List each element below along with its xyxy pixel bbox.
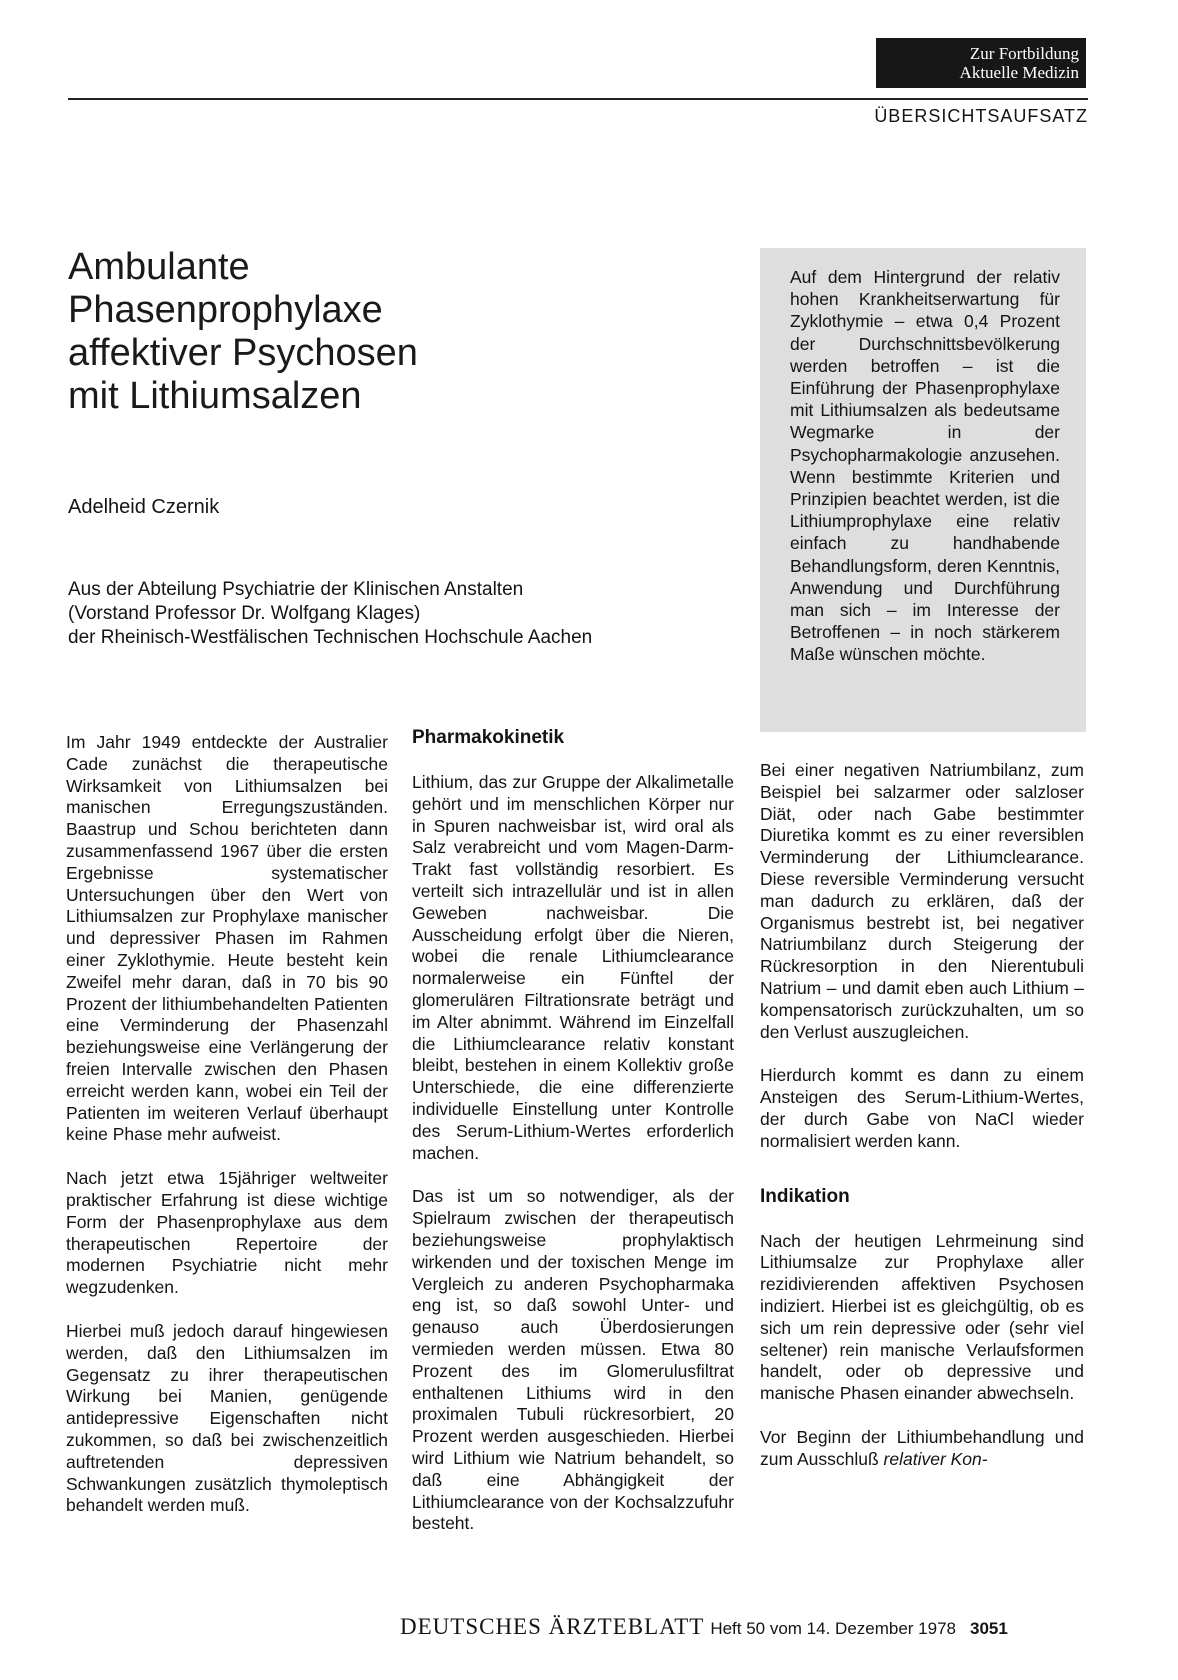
abstract-box bbox=[760, 248, 1086, 732]
column-1 bbox=[66, 732, 388, 1539]
affiliation-line: der Rheinisch-Westfälischen Technischen Hochschule Aachen bbox=[68, 627, 593, 648]
paragraph-continued bbox=[760, 1427, 1084, 1471]
paragraph: Im Jahr 1949 entdeckte der Australier Cade zunächst die therapeutische Wirksamkeit von Lithiumsalzen bei manischen Erregungszuständen. Baastrup und Schou berichteten dann zusammenfassend 1967 über die ersten Ergebnisse systematischer Untersuchungen über den Wert von Lithiumsalzen zur Prophylaxe manischer und depressiver Phasen im Rahmen einer Zyklothymie. Heute besteht kein Zweifel mehr daran, daß in 70 bis 90 Prozent der lithiumbehandelten Patienten eine Verminderung der Phasenzahl beziehungsweise eine Verlängerung der freien Intervalle zwischen den Phasen erreicht werden kann, wobei ein Teil der Patienten im weiteren Verlauf überhaupt keine Phase mehr aufweist. bbox=[66, 732, 388, 1145]
abstract-text: Auf dem Hintergrund der relativ hohen Krankheitserwartung für Zyklothymie – etwa 0,4 Prozent der Durchschnittsbevölkerung werden betroffen – ist die Einführung der Phasenprophylaxe mit Lithiumsalzen als bedeutsame Wegmarke in der Psychopharmakologie anzusehen. Wenn bestimmte Kriterien und Prinzipien beachtet werden, ist die Lithiumprophylaxe eine relativ einfach zu handhabende Behandlungsform, deren Kenntnis, Anwendung und Durchführung man sich – im Interesse der Betroffenen – in noch stärkerem Maße wünschen möchte. bbox=[790, 267, 1060, 665]
paragraph: Bei einer negativen Natriumbilanz, zum Beispiel bei salzarmer oder salzloser Diät, oder nach Gabe bestimmter Diuretika kommt es zu einer reversiblen Verminderung der Lithiumclearance. Diese reversible Verminderung versucht man dadurch zu erklären, daß der Organismus bestrebt ist, bei negativer Natriumbilanz durch Steigerung der Rückresorption in den Nierentubuli Natrium – und damit eben auch Lithium – kompensatorisch zurückzuhalten, um so den Verlust auszugleichen. bbox=[760, 760, 1084, 1042]
affiliation bbox=[68, 578, 708, 650]
title-line: Phasenprophylaxe bbox=[68, 289, 383, 331]
title-line: Ambulante bbox=[68, 246, 250, 288]
section-badge bbox=[876, 38, 1086, 88]
author: Adelheid Czernik bbox=[68, 496, 220, 518]
paragraph: Das ist um so notwendiger, als der Spielraum zwischen der therapeutisch beziehungsweise prophylaktisch wirkenden und der toxischen Menge im Vergleich zu anderen Psychopharmaka eng ist, so daß sowohl Unter- und genauso auch Überdosierungen vermieden werden müssen. Etwa 80 Prozent des im Glomerulusfiltrat enthaltenen Lithiums wird in den proximalen Tubuli rückresorbiert, 20 Prozent werden ausgeschieden. Hierbei wird Lithium wie Natrium behandelt, so daß eine Abhängigkeit der Lithiumclearance von der Kochsalzzufuhr besteht. bbox=[412, 1186, 734, 1534]
badge-line-1: Zur Fortbildung bbox=[969, 44, 1079, 63]
title-line: mit Lithiumsalzen bbox=[68, 375, 362, 417]
column-3 bbox=[760, 760, 1084, 1493]
paragraph-text: Vor Beginn der Lithiumbehandlung und zum Ausschluß bbox=[760, 1426, 1084, 1469]
affiliation-line: (Vorstand Professor Dr. Wolfgang Klages) bbox=[68, 603, 421, 624]
paragraph: Nach der heutigen Lehrmeinung sind Lithiumsalze zur Prophylaxe aller rezidivierenden affektiven Psychosen indiziert. Hierbei ist es gleichgültig, ob es sich um rein depressive oder (sehr viel seltener) rein manische Verlaufsformen handelt, oder ob depressive und manische Phasen einander abwechseln. bbox=[760, 1230, 1084, 1404]
issue-info: Heft 50 vom 14. Dezember 1978 bbox=[710, 1619, 956, 1638]
affiliation-line: Aus der Abteilung Psychiatrie der Klinischen Anstalten bbox=[68, 579, 524, 600]
page-number: 3051 bbox=[970, 1619, 1008, 1638]
badge-line-2: Aktuelle Medizin bbox=[959, 63, 1079, 82]
section-heading-pharmakokinetik: Pharmakokinetik bbox=[412, 727, 565, 748]
section-heading-indikation: Indikation bbox=[760, 1185, 850, 1207]
journal-name: DEUTSCHES ÄRZTEBLATT bbox=[400, 1614, 705, 1639]
title-line: affektiver Psychosen bbox=[68, 332, 418, 374]
paragraph: Lithium, das zur Gruppe der Alkalimetalle gehört und im menschlichen Körper nur in Spuren nachweisbar ist, wird oral als Salz verabreicht und vom Magen-Darm-Trakt fast vollständig resorbiert. Es verteilt sich intrazellulär und ist in allen Geweben nachweisbar. Die Ausscheidung erfolgt über die Nieren, wobei die renale Lithiumclearance normalerweise ein Fünftel der glomerulären Filtrationsrate beträgt und im Alter abnimmt. Während im Einzelfall die Lithiumclearance relativ konstant bleibt, bestehen in einem Kollektiv große Unterschiede, die eine differenzierte individuelle Einstellung unter Kontrolle des Serum-Lithium-Wertes erforderlich machen. bbox=[412, 772, 734, 1163]
article-title bbox=[68, 246, 628, 418]
paragraph: Hierbei muß jedoch darauf hingewiesen werden, daß den Lithiumsalzen im Gegensatz zu ihrer therapeutischen Wirkung bei Manien, genügende antidepressive Eigenschaften nicht zukommen, so daß bei zwischenzeitlich auftretenden depressiven Schwankungen zusätzlich thymoleptisch behandelt werden muß. bbox=[66, 1320, 388, 1516]
page-footer bbox=[400, 1614, 1086, 1640]
paragraph: Hierdurch kommt es dann zu einem Ansteigen des Serum-Lithium-Wertes, der durch Gabe von NaCl wieder normalisiert werden kann. bbox=[760, 1065, 1084, 1151]
paragraph-text-italic: relativer Kon- bbox=[883, 1448, 988, 1469]
column-2 bbox=[412, 726, 734, 1557]
header-rule bbox=[68, 98, 1088, 100]
section-label: ÜBERSICHTSAUFSATZ bbox=[874, 106, 1088, 126]
paragraph: Nach jetzt etwa 15jähriger weltweiter praktischer Erfahrung ist diese wichtige Form der Phasenprophylaxe aus dem therapeutischen Repertoire der modernen Psychiatrie nicht mehr wegzudenken. bbox=[66, 1168, 388, 1298]
